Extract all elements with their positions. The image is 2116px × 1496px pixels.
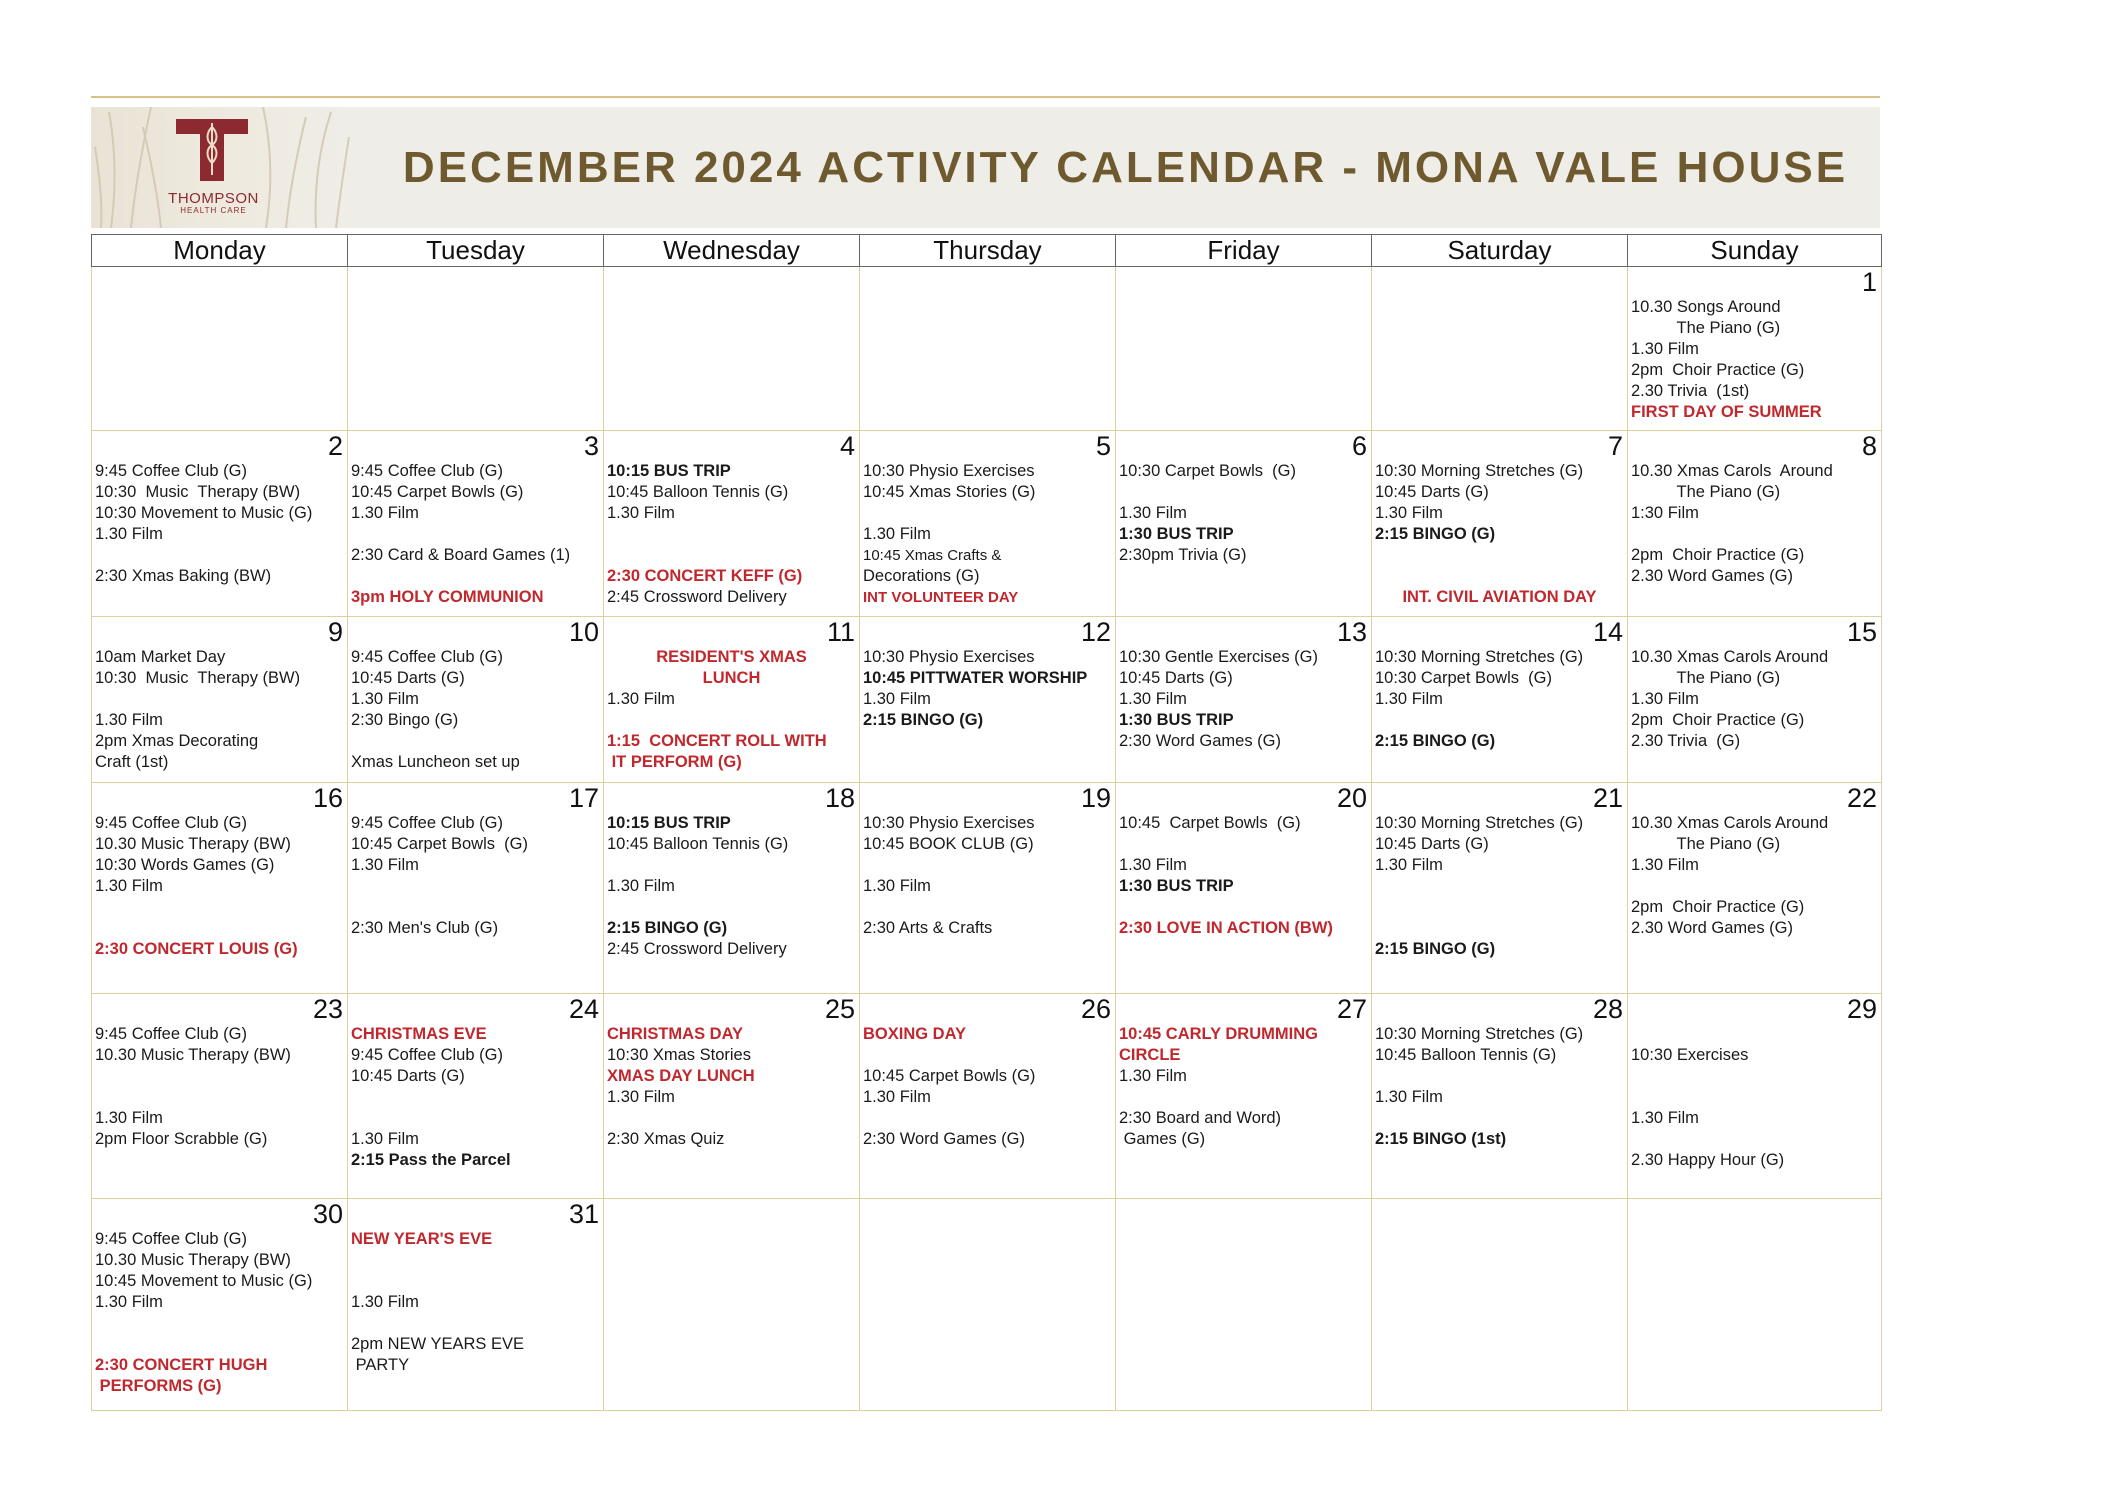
activity-item: FIRST DAY OF SUMMER [1631,403,1822,421]
activity-item: 10:45 Darts (G) [351,1067,465,1085]
empty-day-cell [1372,267,1628,431]
day-number: 25 [824,994,855,1024]
activity-item [351,897,600,918]
activity-item [95,1087,344,1108]
day-cell [1372,783,1628,994]
activity-item: 2:15 BINGO (G) [863,711,984,729]
day-cell [1628,994,1882,1199]
day-cell [1116,431,1372,617]
activity-item: 2pm NEW YEARS EVE [351,1335,525,1353]
activity-item: 1.30 Film [351,1130,419,1148]
activity-item: 10:15 BUS TRIP [607,814,731,832]
empty-day-cell [860,1199,1116,1411]
activity-item: The Piano (G) [1631,483,1781,501]
activity-item [95,1066,344,1087]
header-rule [91,96,1880,98]
logo [91,107,351,228]
activity-item [1375,918,1624,939]
day-cell [348,1199,604,1411]
activity-item: 2:30 CONCERT LOUIS (G) [95,940,298,958]
activity-item: NEW YEAR'S EVE [351,1230,493,1248]
day-number: 6 [1351,431,1367,461]
activity-item: 1.30 Film [863,1088,931,1106]
activity-item: 10:45 CARLY DRUMMING [1119,1025,1318,1043]
activity-item: 1.30 Film [351,1293,419,1311]
activity-item: 10:45 Carpet Bowls (G) [1119,814,1301,832]
activity-item: 1.30 Film [95,525,163,543]
activity-item [1631,1087,1878,1108]
activity-item [1631,1024,1878,1045]
activity-item: 9:45 Coffee Club (G) [95,462,247,480]
activity-item: 10:45 Darts (G) [351,669,465,687]
activity-item: 2pm Choir Practice (G) [1631,711,1805,729]
activity-item: 1:15 CONCERT ROLL WITH [607,732,827,750]
calendar-grid [91,234,1882,1411]
activity-item: 10:45 Darts (G) [1375,483,1489,501]
day-number: 20 [1336,783,1367,813]
activity-item: 1:30 Film [1631,504,1699,522]
activity-item: 10:30 Physio Exercises [863,814,1035,832]
activity-item: 10:45 Darts (G) [1375,835,1489,853]
activity-item: 10am Market Day [95,648,226,666]
activity-item: 10:45 Xmas Stories (G) [863,483,1036,501]
day-number: 15 [1846,617,1877,647]
activity-item: PERFORMS (G) [95,1377,222,1395]
activity-item: 1.30 Film [1631,1109,1699,1127]
day-cell [1628,431,1882,617]
activity-item: 2:15 BINGO (G) [1375,940,1496,958]
day-number: 10 [568,617,599,647]
activity-item [351,876,600,897]
activity-item: The Piano (G) [1631,669,1781,687]
activity-item [351,1250,600,1271]
day-cell [92,783,348,994]
activity-item: 1.30 Film [1119,1067,1187,1085]
activity-item: 1.30 Film [1119,690,1187,708]
day-number: 27 [1336,994,1367,1024]
activity-item: Decorations (G) [863,567,980,585]
activity-item: 1.30 Film [1375,504,1443,522]
activity-item: 2:30 CONCERT KEFF (G) [607,567,803,585]
day-cell [860,994,1116,1199]
day-cell [1628,783,1882,994]
activity-item: Games (G) [1119,1130,1206,1148]
activity-item: CHRISTMAS EVE [351,1025,487,1043]
weekday-header: Wednesday [604,235,860,267]
activity-item: INT VOLUNTEER DAY [863,589,1019,606]
day-cell [604,617,860,783]
activity-item: 10:30 Music Therapy (BW) [95,483,301,501]
day-cell [1372,994,1628,1199]
activity-item: 2:30 CONCERT HUGH [95,1356,268,1374]
activity-item: 2:15 BINGO (1st) [1375,1130,1507,1148]
activity-item: 2:30 Xmas Baking (BW) [95,567,272,585]
activity-item: 1.30 Film [1631,690,1699,708]
activity-item: INT. CIVIL AVIATION DAY [1402,588,1597,606]
week-row [92,1199,1882,1411]
activity-item: 2:15 Pass the Parcel [351,1151,511,1169]
activity-item: 1.30 Film [351,690,419,708]
activity-item: 1.30 Film [607,1088,675,1106]
day-number: 19 [1080,783,1111,813]
day-cell [348,617,604,783]
thompson-t-logo-icon [176,119,248,181]
activity-item: 2.30 Word Games (G) [1631,919,1793,937]
activity-item: 1.30 Film [1375,856,1443,874]
activity-item: 2pm Choir Practice (G) [1631,898,1805,916]
activity-item: CHRISTMAS DAY [607,1025,743,1043]
activity-item [351,731,600,752]
activity-item: 10.30 Music Therapy (BW) [95,1251,291,1269]
activity-item: 10.30 Xmas Carols Around [1631,462,1833,480]
day-number: 8 [1861,431,1877,461]
empty-day-cell [604,267,860,431]
activity-item: 2pm Choir Practice (G) [1631,546,1805,564]
activity-item: 2:30 Word Games (G) [1119,732,1281,750]
activity-item: 1:30 BUS TRIP [1119,525,1234,543]
activity-item [1375,566,1624,587]
activity-item: 10:30 Words Games (G) [95,856,275,874]
activity-item [351,1108,600,1129]
day-cell [92,994,348,1199]
activity-item [95,545,344,566]
calendar-header [91,107,1880,228]
day-number: 16 [312,783,343,813]
activity-item: 10.30 Xmas Carols Around [1631,648,1829,666]
day-cell [860,783,1116,994]
empty-day-cell [1116,267,1372,431]
weekday-header-row [92,235,1882,267]
activity-item: 2:30 Word Games (G) [863,1130,1025,1148]
empty-day-cell [1116,1199,1372,1411]
activity-item: 10:30 Music Therapy (BW) [95,669,301,687]
activity-item [607,545,856,566]
weekday-header: Monday [92,235,348,267]
activity-item: 10:30 Movement to Music (G) [95,504,313,522]
activity-item: 10:45 BOOK CLUB (G) [863,835,1034,853]
day-cell [604,994,860,1199]
activity-item: 9:45 Coffee Club (G) [351,1046,503,1064]
activity-item: 10:45 Xmas Crafts & [863,547,1002,564]
day-number: 2 [327,431,343,461]
activity-item: 1.30 Film [1631,340,1699,358]
weekday-header: Saturday [1372,235,1628,267]
activity-item: 1.30 Film [607,877,675,895]
activity-item [863,1045,1112,1066]
activity-item: 9:45 Coffee Club (G) [95,1025,247,1043]
activity-item: 1.30 Film [607,504,675,522]
activity-item: 10:45 Darts (G) [1119,669,1233,687]
week-row [92,267,1882,431]
activity-item: 10:45 PITTWATER WORSHIP [863,669,1088,687]
week-row [92,617,1882,783]
activity-item [95,1334,344,1355]
day-cell [860,617,1116,783]
activity-item: 10:30 Physio Exercises [863,462,1035,480]
week-row [92,994,1882,1199]
activity-item [1375,1108,1624,1129]
activity-item [607,897,856,918]
activity-item: 10.30 Xmas Carols Around [1631,814,1829,832]
activity-item: 10:45 Balloon Tennis (G) [607,835,789,853]
day-cell [92,1199,348,1411]
activity-item: 1.30 Film [95,1109,163,1127]
activity-item [863,897,1112,918]
week-row [92,431,1882,617]
activity-item [1375,710,1624,731]
activity-item: 2:30 LOVE IN ACTION (BW) [1119,919,1333,937]
activity-item: The Piano (G) [1631,835,1781,853]
activity-item [1119,834,1368,855]
weekday-header: Thursday [860,235,1116,267]
activity-item: 9:45 Coffee Club (G) [95,1230,247,1248]
activity-item: 10:30 Morning Stretches (G) [1375,648,1584,666]
day-number: 18 [824,783,855,813]
day-number: 5 [1095,431,1111,461]
activity-item: 10:30 Morning Stretches (G) [1375,462,1584,480]
activity-item: 10:30 Exercises [1631,1046,1749,1064]
activity-item: 10:45 Carpet Bowls (G) [863,1067,1036,1085]
day-cell [1116,783,1372,994]
activity-item [95,918,344,939]
activity-item: 10:30 Xmas Stories [607,1046,751,1064]
activity-item [351,524,600,545]
activity-item: PARTY [351,1356,410,1374]
activity-item [1119,897,1368,918]
activity-item: 2.30 Happy Hour (G) [1631,1151,1785,1169]
activity-item: 2.30 Trivia (1st) [1631,382,1750,400]
activity-item [95,689,344,710]
activity-item [351,1087,600,1108]
activity-item: 1.30 Film [95,877,163,895]
day-number: 3 [583,431,599,461]
activity-item: LUNCH [702,669,761,687]
weekday-header: Friday [1116,235,1372,267]
activity-item: 10:45 Balloon Tennis (G) [1375,1046,1557,1064]
activity-item [1375,876,1624,897]
empty-day-cell [860,267,1116,431]
activity-item [863,1108,1112,1129]
activity-item: 9:45 Coffee Club (G) [351,462,503,480]
activity-item [1375,545,1624,566]
activity-item: 10.30 Music Therapy (BW) [95,835,291,853]
day-cell [92,431,348,617]
activity-item: 1.30 Film [863,877,931,895]
activity-item: 10:45 Carpet Bowls (G) [351,835,528,853]
activity-item: 2:15 BINGO (G) [1375,732,1496,750]
day-cell [1372,617,1628,783]
day-number: 1 [1861,267,1877,297]
day-number: 9 [327,617,343,647]
day-number: 31 [568,1199,599,1229]
activity-item: 10:30 Physio Exercises [863,648,1035,666]
activity-item: 2:15 BINGO (G) [1375,525,1496,543]
day-number: 30 [312,1199,343,1229]
activity-item [607,710,856,731]
day-number: 29 [1846,994,1877,1024]
activity-item [95,897,344,918]
activity-item: 1:30 BUS TRIP [1119,711,1234,729]
empty-day-cell [92,267,348,431]
activity-item: 2:30 Xmas Quiz [607,1130,725,1148]
empty-day-cell [348,267,604,431]
day-cell [1372,431,1628,617]
activity-item: 2:45 Crossword Delivery [607,588,787,606]
day-number: 21 [1592,783,1623,813]
activity-item: 1.30 Film [863,690,931,708]
activity-item [351,1313,600,1334]
activity-item: 1.30 Film [1119,856,1187,874]
activity-item: 10:30 Carpet Bowls (G) [1375,669,1552,687]
activity-item: 1.30 Film [95,1293,163,1311]
day-number: 17 [568,783,599,813]
activity-item [1631,876,1878,897]
activity-item [1375,1066,1624,1087]
activity-item: 2:30 Men's Club (G) [351,919,499,937]
activity-item: 1.30 Film [1375,1088,1443,1106]
activity-item: 2pm Floor Scrabble (G) [95,1130,268,1148]
activity-item [607,524,856,545]
activity-item: 3pm HOLY COMMUNION [351,588,544,606]
activity-item: 1.30 Film [863,525,931,543]
activity-item: 2:30 Bingo (G) [351,711,459,729]
day-number: 28 [1592,994,1623,1024]
activity-item [1631,1129,1878,1150]
activity-item: 2:30pm Trivia (G) [1119,546,1247,564]
activity-item: 10:45 Movement to Music (G) [95,1272,313,1290]
activity-item: 10:30 Gentle Exercises (G) [1119,648,1318,666]
empty-day-cell [1628,1199,1882,1411]
activity-item: 1.30 Film [1375,690,1443,708]
activity-item: 2:30 Card & Board Games (1) [351,546,571,564]
activity-item [863,855,1112,876]
activity-item: BOXING DAY [863,1025,966,1043]
activity-item: CIRCLE [1119,1046,1181,1064]
activity-item: 9:45 Coffee Club (G) [351,814,503,832]
empty-day-cell [604,1199,860,1411]
day-cell [604,431,860,617]
activity-item: 10:45 Balloon Tennis (G) [607,483,789,501]
activity-item: 2:30 Arts & Crafts [863,919,993,937]
activity-item: 10:30 Morning Stretches (G) [1375,814,1584,832]
logo-text: THOMPSON HEALTH CARE [168,190,259,215]
day-number: 11 [826,617,855,647]
week-row [92,783,1882,994]
activity-item [351,566,600,587]
day-cell [92,617,348,783]
activity-item: 1:30 BUS TRIP [1119,877,1234,895]
activity-item: 10.30 Songs Around [1631,298,1781,316]
activity-item [95,1313,344,1334]
day-cell [348,994,604,1199]
activity-item: Craft (1st) [95,753,169,771]
activity-item [1375,897,1624,918]
day-cell [1116,994,1372,1199]
page-title: DECEMBER 2024 ACTIVITY CALENDAR - MONA VALE HOUSE [402,142,1849,192]
activity-item: 2.30 Word Games (G) [1631,567,1793,585]
activity-item: 2:15 BINGO (G) [607,919,728,937]
activity-item [1119,482,1368,503]
day-number: 14 [1592,617,1623,647]
activity-item [351,1271,600,1292]
activity-item: 1.30 Film [1631,856,1699,874]
day-cell [1628,267,1882,431]
activity-item: 1.30 Film [95,711,163,729]
activity-item: 9:45 Coffee Club (G) [95,814,247,832]
day-number: 26 [1080,994,1111,1024]
day-cell [348,783,604,994]
day-number: 24 [568,994,599,1024]
activity-item: 2pm Xmas Decorating [95,732,259,750]
day-cell [860,431,1116,617]
activity-item: 2.30 Trivia (G) [1631,732,1741,750]
activity-item: 9:45 Coffee Club (G) [351,648,503,666]
activity-item: RESIDENT'S XMAS [656,648,807,666]
activity-item: Xmas Luncheon set up [351,753,520,771]
activity-item [1631,1066,1878,1087]
day-number: 4 [839,431,855,461]
activity-item: 1.30 Film [351,504,419,522]
activity-item: 1.30 Film [1119,504,1187,522]
activity-item: IT PERFORM (G) [607,753,742,771]
activity-item: 1.30 Film [351,856,419,874]
activity-item: 2pm Choir Practice (G) [1631,361,1805,379]
day-number: 22 [1846,783,1877,813]
activity-item: 2:30 Board and Word) [1119,1109,1282,1127]
activity-item: 10.30 Music Therapy (BW) [95,1046,291,1064]
weekday-header: Sunday [1628,235,1882,267]
activity-item: 2:45 Crossword Delivery [607,940,787,958]
activity-item: 10:30 Morning Stretches (G) [1375,1025,1584,1043]
activity-item: 10:15 BUS TRIP [607,462,731,480]
activity-item: 10:30 Carpet Bowls (G) [1119,462,1296,480]
day-number: 23 [312,994,343,1024]
day-number: 13 [1336,617,1367,647]
activity-item [1119,1087,1368,1108]
activity-item [607,1108,856,1129]
activity-item [607,855,856,876]
day-cell [1628,617,1882,783]
empty-day-cell [1372,1199,1628,1411]
activity-item: 1.30 Film [607,690,675,708]
day-number: 12 [1080,617,1111,647]
activity-item: 10:45 Carpet Bowls (G) [351,483,524,501]
activity-item: XMAS DAY LUNCH [607,1067,755,1085]
activity-item: The Piano (G) [1631,319,1781,337]
activity-item [863,503,1112,524]
day-cell [348,431,604,617]
activity-item [1631,524,1878,545]
day-cell [604,783,860,994]
weekday-header: Tuesday [348,235,604,267]
day-cell [1116,617,1372,783]
day-number: 7 [1607,431,1623,461]
